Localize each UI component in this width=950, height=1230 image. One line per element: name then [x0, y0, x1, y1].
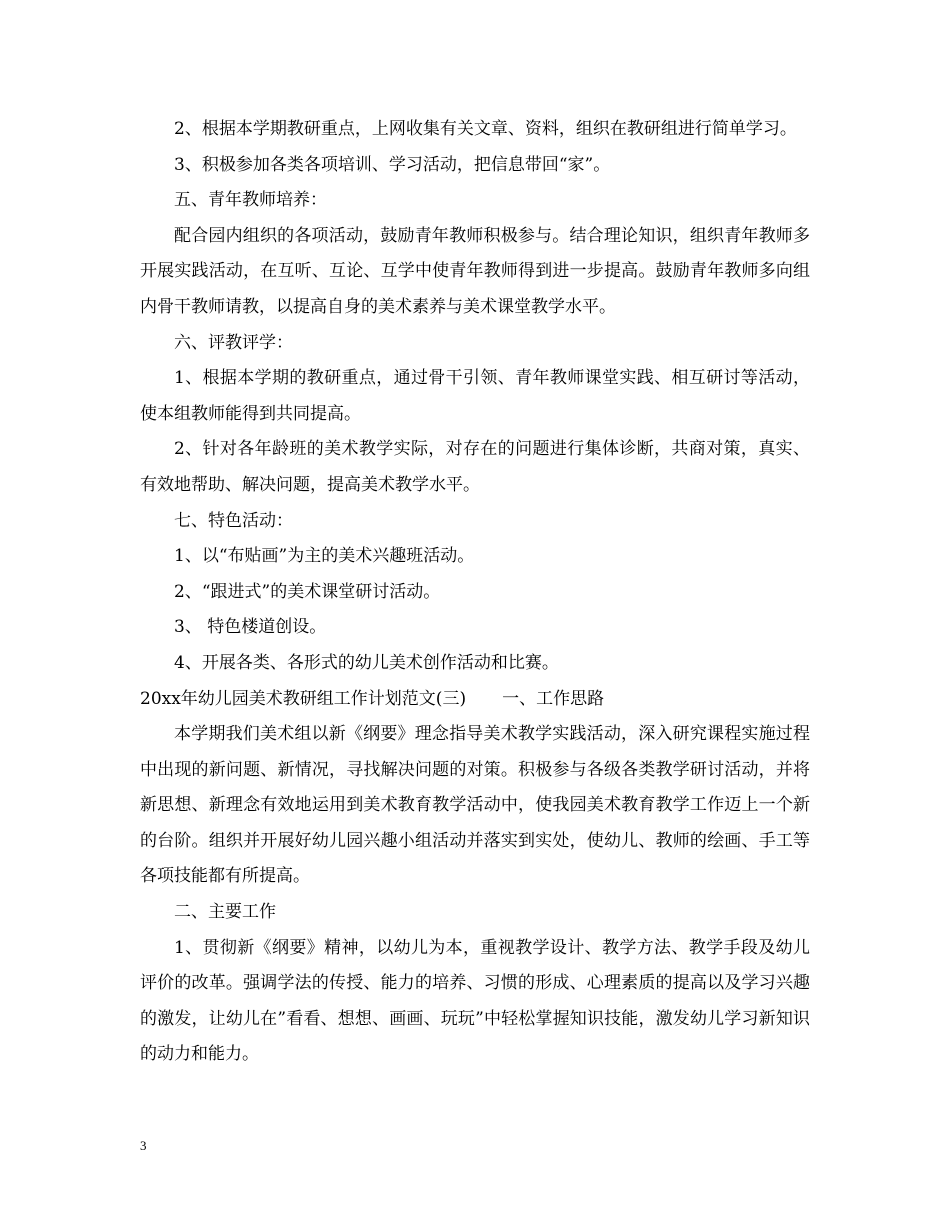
- paragraph: 2、根据本学期教研重点，上网收集有关文章、资料，组织在教研组进行简单学习。: [174, 119, 797, 139]
- section-heading: 六、评教评学：: [174, 332, 293, 353]
- list-item: 1、以“布贴画”为主的美术兴趣班活动。: [174, 546, 475, 567]
- section-subtitle-text: 一、工作思路: [502, 688, 605, 709]
- paragraph: 本学期我们美术组以新《纲要》理念指导美术教学实践活动，深入研究课程实施过程中出现的新问题、新情况，寻找解决问题的对策。积极参与各级各类教学研讨活动，并将新思想、新理念有效地运用到美术教育教学活动中，使我园美术教育教学工作迈上一个新的台阶。组织并开展好幼儿园兴趣小组活动并落实到实处，使幼儿、教师的绘画、手工等各项技能都有所提高。: [140, 724, 810, 887]
- section-heading: 五、青年教师培养：: [174, 190, 327, 211]
- document-page: [140, 112, 810, 1073]
- page-number: 3: [140, 1138, 147, 1153]
- paragraph: 配合园内组织的各项活动，鼓励青年教师积极参与。结合理论知识，组织青年教师多开展实践活动，在互听、互论、互学中使青年教师得到进一步提高。鼓励青年教师多向组内骨干教师请教，以提高自身的美术素养与美术课堂教学水平。: [140, 225, 810, 317]
- section-heading: 二、主要工作: [174, 902, 276, 923]
- paragraph: 2、针对各年龄班的美术教学实际，对存在的问题进行集体诊断，共商对策，真实、有效地帮助、解决问题，提高美术教学水平。: [140, 439, 810, 495]
- list-item: 4、开展各类、各形式的幼儿美术创作活动和比赛。: [174, 652, 559, 673]
- section-title-text: 20xx年幼儿园美术教研组工作计划范文(三): [140, 688, 467, 709]
- section-heading: 七、特色活动：: [174, 510, 293, 531]
- paragraph: 1、根据本学期的教研重点，通过骨干引领、青年教师课堂实践、相互研讨等活动，使本组教师能得到共同提高。: [140, 368, 810, 424]
- document-section-title: [140, 682, 810, 718]
- paragraph: 3、积极参加各类各项培训、学习活动，把信息带回“家”。: [174, 154, 611, 175]
- list-item: 3、 特色楼道创设。: [174, 617, 327, 638]
- list-item: 2、“跟进式”的美术课堂研讨活动。: [174, 581, 441, 602]
- paragraph: 1、贯彻新《纲要》精神，以幼儿为本，重视教学设计、教学方法、教学手段及幼儿评价的改革。强调学法的传授、能力的培养、习惯的形成、心理素质的提高以及学习兴趣的激发，让幼儿在”看看、想想、画画、玩玩”中轻松掌握知识技能，激发幼儿学习新知识的动力和能力。: [140, 937, 810, 1065]
